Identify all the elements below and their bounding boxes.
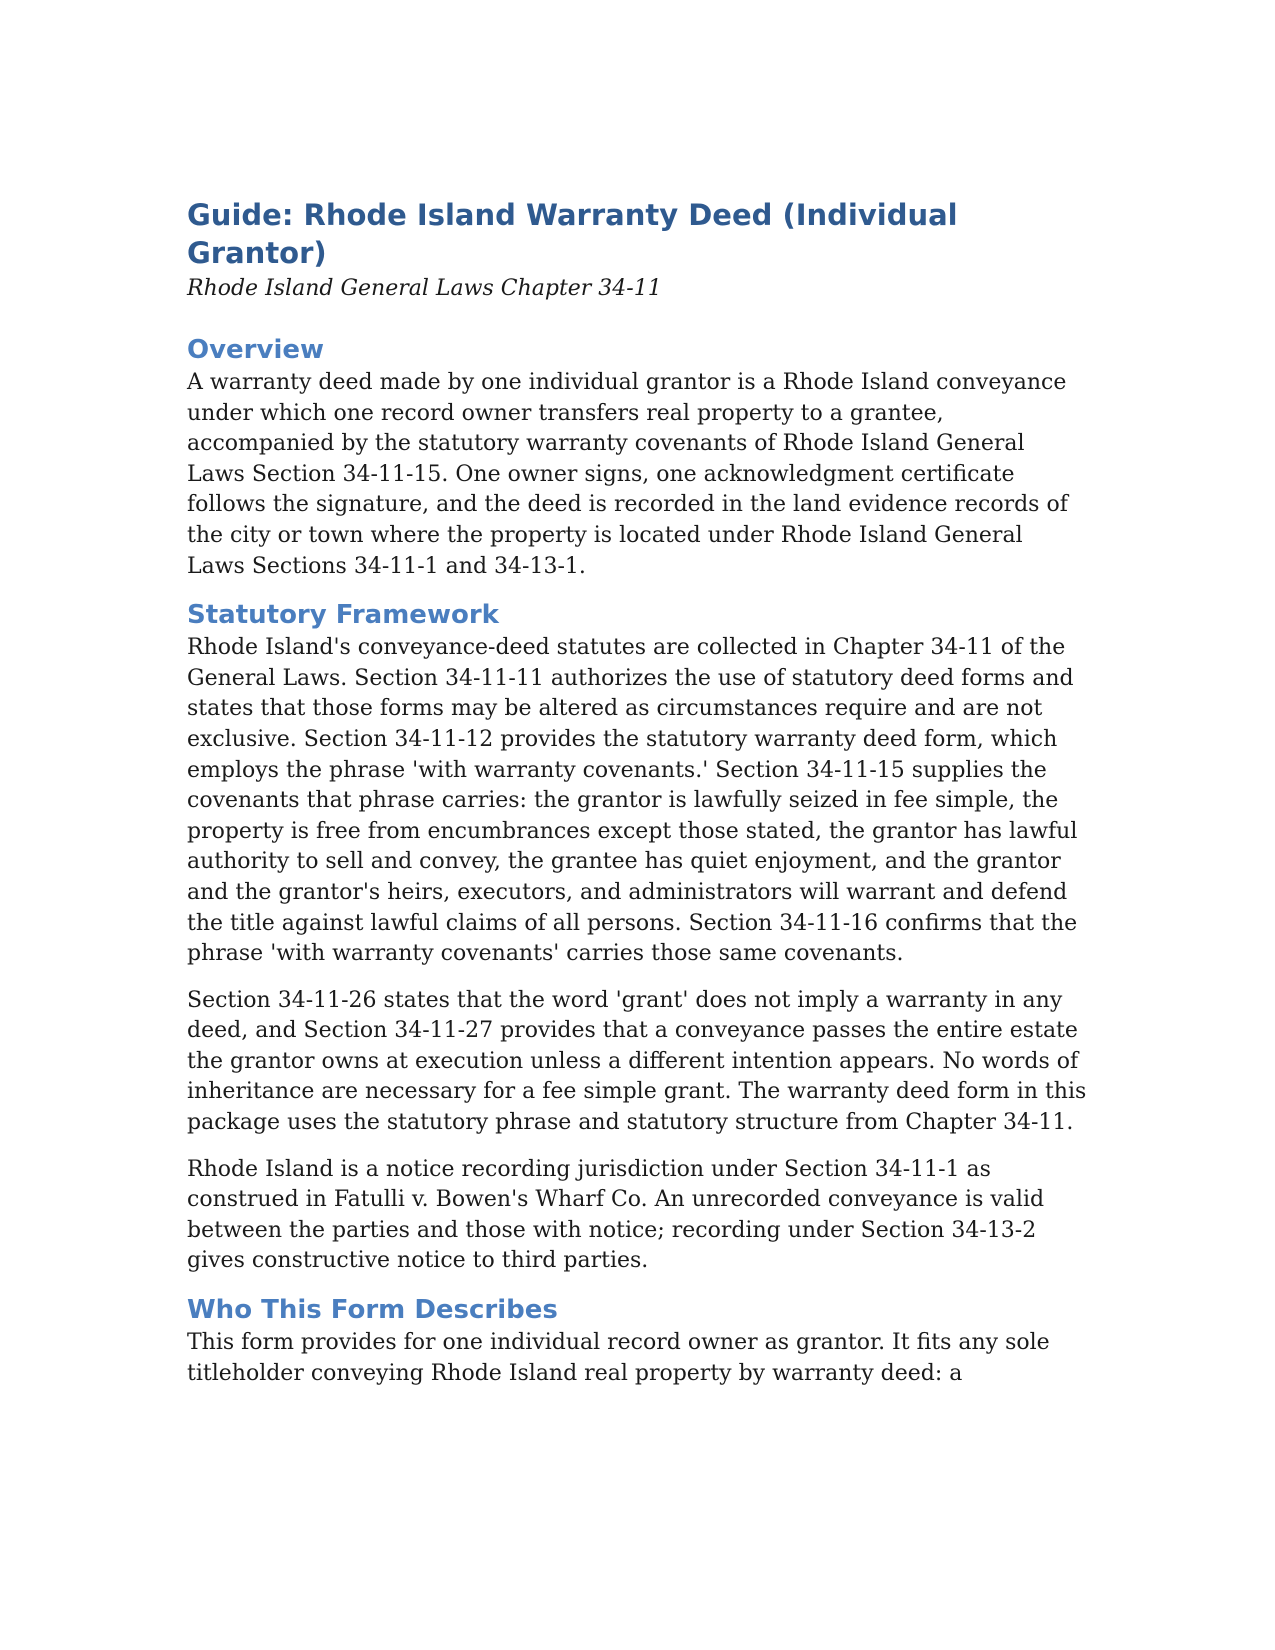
statutory-framework-paragraph-1: Rhode Island's conveyance-deed statutes are collected in Chapter 34-11 of the General Laws. Section 34-11-11 authorizes the use of statutory deed forms and states that those forms may be altered as circumstances require and are not exclusive. Section 34-11-12 provides the statutory warranty deed form, which employs the phrase 'with warranty covenants.' Section 34-11-15 supplies the covenants that phrase carries: the grantor is lawfully seized in fee simple, the property is free from encumbrances except those stated, the grantor has lawful authority to sell and convey, the grantee has quiet enjoyment, and the grantor and the grantor's heirs, executors, and administrators will warrant and defend the title against lawful claims of all persons. Section 34-11-16 confirms that the phrase 'with warranty covenants' carries those same covenants. xyxy=(187,635,1078,967)
document-page xyxy=(187,196,1087,1389)
section-heading-overview: Overview xyxy=(187,335,325,365)
who-this-form-describes-paragraph: This form provides for one individual record owner as grantor. It fits any sole titleholder conveying Rhode Island real property by warranty deed: a xyxy=(187,1330,1050,1386)
overview-paragraph: A warranty deed made by one individual grantor is a Rhode Island conveyance under which one record owner transfers real property to a grantee, accompanied by the statutory warranty covenants of Rhode Island General Laws Section 34-11-15. One owner signs, one acknowledgment certificate follows the signature, and the deed is recorded in the land evidence records of the city or town where the property is located under Rhode Island General Laws Sections 34-11-1 and 34-13-1. xyxy=(187,370,1068,579)
section-heading-statutory-framework: Statutory Framework xyxy=(187,600,499,631)
section-heading-who-this-form-describes: Who This Form Describes xyxy=(187,1295,558,1326)
document-title: Guide: Rhode Island Warranty Deed (Individual Grantor) xyxy=(187,198,958,270)
statutory-framework-paragraph-3: Rhode Island is a notice recording jurisdiction under Section 34-11-1 as construed in Fatulli v. Bowen's Wharf Co. An unrecorded conveyance is valid between the parties and those with notice; recording under Section 34-13-2 gives constructive notice to third parties. xyxy=(187,1156,1045,1274)
statutory-framework-paragraph-2: Section 34-11-26 states that the word 'grant' does not imply a warranty in any deed, and Section 34-11-27 provides that a conveyance passes the entire estate the grantor owns at execution unless a different intention appears. No words of inheritance are necessary for a fee simple grant. The warranty deed form in this package uses the statutory phrase and statutory structure from Chapter 34-11. xyxy=(187,987,1087,1136)
document-subtitle: Rhode Island General Laws Chapter 34-11 xyxy=(187,276,662,301)
